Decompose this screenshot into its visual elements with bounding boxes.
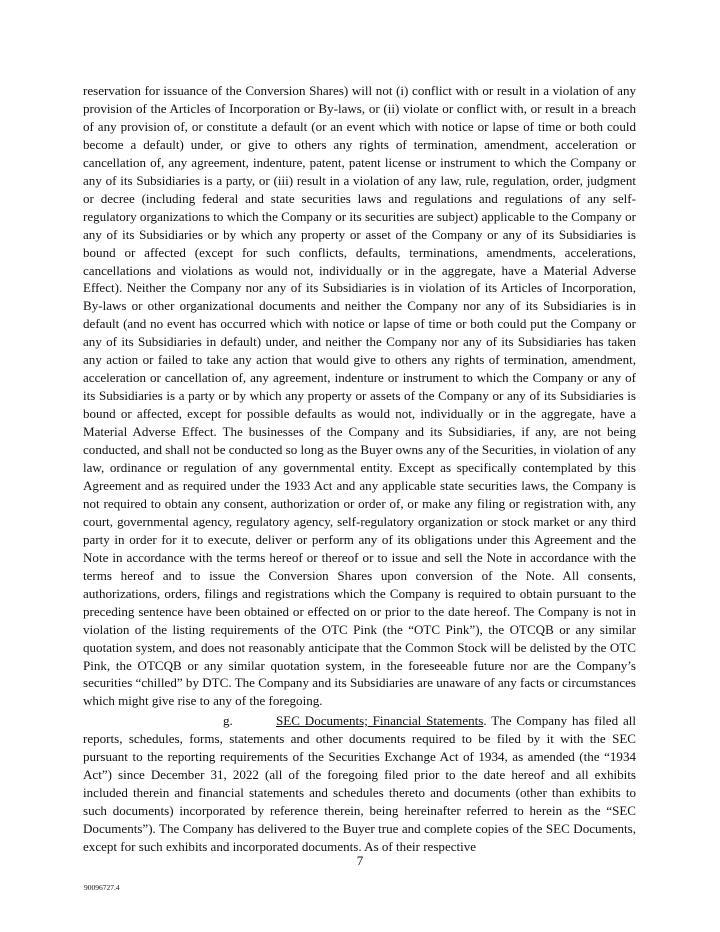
section-g-paragraph — [83, 712, 636, 856]
page-number: 7 — [356, 853, 364, 868]
document-id: 90096727.4 — [84, 883, 120, 892]
body-paragraph: reservation for issuance of the Conversion Shares) will not (i) conflict with or result in a violation of any provision of the Articles of Incorporation or By-laws, or (ii) violate or conflict with, or result in a breach of any provision of, or constitute a default (or an event which with notice or lapse of time or both could become a default) under, or give to others any rights of termination, amendment, acceleration or cancellation of, any agreement, indenture, patent, patent license or instrument to which the Company or any of its Subsidiaries is a party, or (iii) result in a violation of any law, rule, regulation, order, judgment or decree (including federal and state securities laws and regulations and regulations of any self-regulatory organizations to which the Company or its securities are subject) applicable to the Company or any of its Subsidiaries or by which any property or asset of the Company or any of its Subsidiaries is bound or affected (except for such conflicts, defaults, terminations, amendments, accelerations, cancellations and violations as would not, individually or in the aggregate, have a Material Adverse Effect). Neither the Company nor any of its Subsidiaries is in violation of its Articles of Incorporation, By-laws or other organizational documents and neither the Company nor any of its Subsidiaries is in default (and no event has occurred which with notice or lapse of time or both could put the Company or any of its Subsidiaries in default) under, and neither the Company nor any of its Subsidiaries has taken any action or failed to take any action that would give to others any rights of termination, amendment, acceleration or cancellation of, any agreement, indenture or instrument to which the Company or any of its Subsidiaries is a party or by which any property or assets of the Company or any of its Subsidiaries is bound or affected, except for possible defaults as would not, individually or in the aggregate, have a Material Adverse Effect. The businesses of the Company and its Subsidiaries, if any, are not being conducted, and shall not be conducted so long as the Buyer owns any of the Securities, in violation of any law, ordinance or regulation of any governmental entity. Except as specifically contemplated by this Agreement and as required under the 1933 Act and any applicable state securities laws, the Company is not required to obtain any consent, authorization or order of, or make any filing or registration with, any court, governmental agency, regulatory agency, self-regulatory organization or stock market or any third party in order for it to execute, deliver or perform any of its obligations under this Agreement and the Note in accordance with the terms hereof or thereof or to issue and sell the Note in accordance with the terms hereof and to issue the Conversion Shares upon conversion of the Note. All consents, authorizations, orders, filings and registrations which the Company is required to obtain pursuant to the preceding sentence have been obtained or effected on or prior to the date hereof. The Company is not in violation of the listing requirements of the OTC Pink (the “OTC Pink”), the OTCQB or any similar quotation system, and does not reasonably anticipate that the Common Stock will be delisted by the OTC Pink, the OTCQB or any similar quotation system, in the foreseeable future nor are the Company’s securities “chilled” by DTC. The Company and its Subsidiaries are unaware of any facts or circumstances which might give rise to any of the foregoing. — [83, 83, 636, 709]
section-letter: g. — [223, 713, 233, 728]
section-heading: SEC Documents; Financial Statements — [276, 713, 484, 728]
section-text: . The Company has filed all reports, schedules, forms, statements and other documents required to be filed by it with the SEC pursuant to the reporting requirements of the Securities Exchange Act of 1934, as amended (the “1934 Act”) since December 31, 2022 (all of the foregoing filed prior to the date hereof and all exhibits included therein and financial statements and schedules thereto and documents (other than exhibits to such documents) incorporated by reference therein, being hereinafter referred to herein as the “SEC Documents”). The Company has delivered to the Buyer true and complete copies of the SEC Documents, except for such exhibits and incorporated documents. As of their respective — [83, 713, 636, 854]
